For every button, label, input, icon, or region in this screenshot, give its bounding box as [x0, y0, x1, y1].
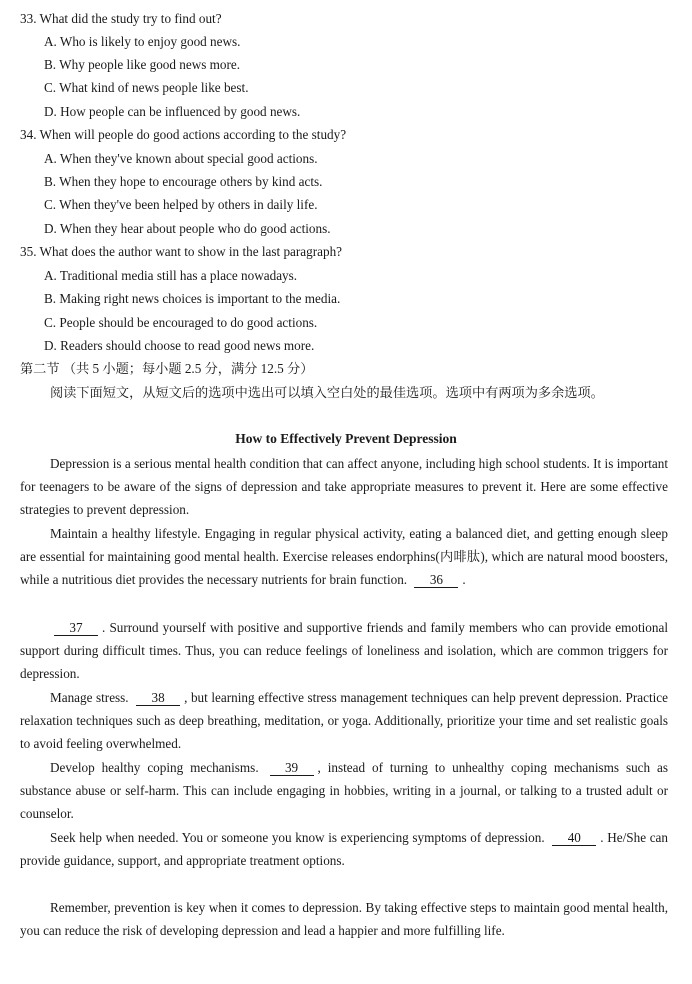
- blank-37[interactable]: 37: [54, 620, 98, 636]
- passage-paragraph-2: [20, 522, 668, 592]
- question-35-option-c: C. People should be encouraged to do good actions.: [44, 315, 318, 330]
- question-33-option-a: A. Who is likely to enjoy good news.: [44, 34, 241, 49]
- passage-paragraph-3: [20, 616, 668, 686]
- paragraph-4-start: Manage stress.: [50, 690, 129, 705]
- passage-title: How to Effectively Prevent Depression: [235, 431, 457, 446]
- question-35-option-b: B. Making right news choices is important to the media.: [44, 291, 341, 306]
- paragraph-6-text: . He/She can provide guidance, support, and appropriate treatment options.: [20, 830, 668, 869]
- question-35-stem: 35. What does the author want to show in the last paragraph?: [20, 244, 343, 259]
- section-instruction: 阅读下面短文，从短文后的选项中选出可以填入空白处的最佳选项。选项中有两项为多余选项。: [50, 385, 604, 400]
- passage-paragraph-6: [20, 826, 668, 872]
- paragraph-3-text: . Surround yourself with positive and supportive friends and family members who can provide emotional support during difficult times. Thus, you can reduce feelings of loneliness and isolation, which are common triggers for depression.: [20, 620, 668, 682]
- question-34-option-d: D. When they hear about people who do good actions.: [44, 221, 331, 236]
- question-33-stem: 33. What did the study try to find out?: [20, 11, 222, 26]
- question-35-option-d: D. Readers should choose to read good news more.: [44, 338, 315, 353]
- paragraph-5-text: , instead of turning to unhealthy coping mechanisms such as substance abuse or self-harm. This can include engaging in hobbies, writing in a journal, or talking to a trusted adult or counselor.: [20, 760, 669, 822]
- blank-40[interactable]: 40: [552, 830, 596, 846]
- question-34-option-a: A. When they've known about special good actions.: [44, 151, 318, 166]
- passage-paragraph-4: [20, 686, 668, 756]
- question-34-stem: 34. When will people do good actions according to the study?: [20, 127, 347, 142]
- paragraph-6-start: Seek help when needed. You or someone you know is experiencing symptoms of depression.: [50, 830, 545, 845]
- paragraph-2-end: .: [462, 572, 466, 588]
- question-34-option-b: B. When they hope to encourage others by kind acts.: [44, 174, 323, 189]
- blank-38[interactable]: 38: [136, 690, 180, 706]
- question-33-option-b: B. Why people like good news more.: [44, 57, 241, 72]
- blank-36[interactable]: 36: [414, 572, 458, 588]
- passage-paragraph-7: Remember, prevention is key when it comes to depression. By taking effective steps to maintain good mental health, you can reduce the risk of developing depression and lead a happier and more fulfilling life.: [20, 900, 668, 939]
- question-35-option-a: A. Traditional media still has a place nowadays.: [44, 268, 298, 283]
- question-34-option-c: C. When they've been helped by others in daily life.: [44, 197, 318, 212]
- section-heading: 第二节 （共 5 小题；每小题 2.5 分，满分 12.5 分）: [20, 361, 314, 376]
- question-33-option-c: C. What kind of news people like best.: [44, 80, 249, 95]
- paragraph-2-text: Maintain a healthy lifestyle. Engaging in regular physical activity, eating a balanced diet, and getting enough sleep are essential for maintaining good mental health. Exercise releases endorphins(内啡肽), which are natural mood boosters, while a nutritious diet provides the necessary nutrients for brain function.: [20, 526, 668, 588]
- paragraph-4-text: , but learning effective stress management techniques can help prevent depression. Practice relaxation techniques such as deep breathing, meditation, or yoga. Additionally, prioritize your time and set realistic goals to avoid feeling overwhelmed.: [20, 690, 668, 752]
- passage-paragraph-1: Depression is a serious mental health condition that can affect anyone, including high school students. It is important for teenagers to be aware of the signs of depression and take appropriate measures to prevent it. Here are some effective strategies to prevent depression.: [20, 456, 668, 518]
- question-33-option-d: D. How people can be influenced by good news.: [44, 104, 301, 119]
- passage-paragraph-5: [20, 756, 668, 826]
- blank-39[interactable]: 39: [270, 760, 314, 776]
- paragraph-5-start: Develop healthy coping mechanisms.: [50, 760, 259, 775]
